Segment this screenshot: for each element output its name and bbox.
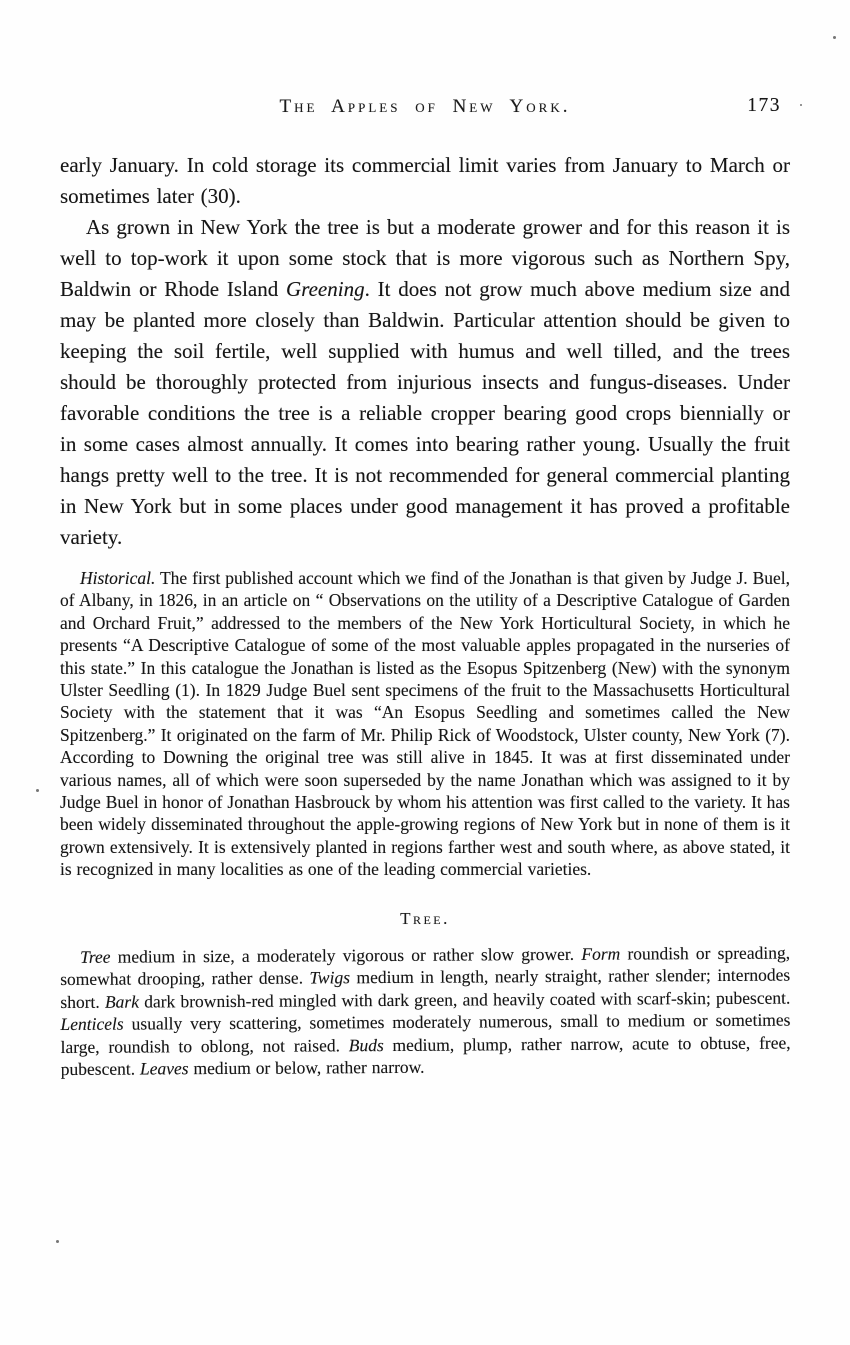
ink-speck xyxy=(56,1240,59,1243)
historical-paragraph: Historical. The first published account which we find of the Jonathan is that given by Judge J. Buel, of Albany, in 1826, in an article on “ Observations on the utility of a Descriptive Catalogue of Garden and Orchard Fruit,” addressed to the members of the New York Horticultural Society, in which he presents “A Descriptive Catalogue of some of the most valuable apples propagated in the nurseries of this state.” In this catalogue the Jonathan is listed as the Esopus Spitzenberg (New) with the synonym Ulster Seedling (1). In 1829 Judge Buel sent specimens of the fruit to the Massachusetts Horticultural Society with the statement that it was “An Esopus Seedling and sometimes called the New Spitzenberg.” It originated on the farm of Mr. Philip Rick of Woodstock, Ulster county, New York (7). According to Downing the original tree was still alive in 1845. It was at first disseminated under various names, all of which were soon superseded by the name Jonathan which was assigned to it by Judge Buel in honor of Jonathan Hasbrouck by whom his attention was first called to the variety. It has been widely disseminated throughout the apple-growing regions of New York but in none of them is it grown extensively. It is extensively planted in regions farther west and south where, as above stated, it is recognized in many localities as one of the leading commercial varieties. xyxy=(60,568,790,880)
page-body xyxy=(60,150,790,1080)
tree-paragraph: Tree medium in size, a moderately vigorous or rather slow grower. Form roundish or spreading, somewhat drooping, rather dense. Twigs medium in length, nearly straight, rather slender; internodes short. Bark dark brownish-red mingled with dark green, and heavily coated with scarf-skin; pubescent. Lenticels usually very scattering, sometimes moderately numerous, small to medium or sometimes large, roundish to oblong, not raised. Buds medium, plump, rather narrow, acute to obtuse, free, pubescent. Leaves medium or below, rather narrow. xyxy=(60,942,791,1079)
tree-section-heading: Tree. xyxy=(400,908,450,928)
text-block xyxy=(60,0,790,1080)
paragraph-continuation: early January. In cold storage its commercial limit varies from January to March or sometimes later (30). xyxy=(60,153,790,208)
page-number: 173 xyxy=(747,95,781,116)
ink-speck xyxy=(800,104,802,106)
body-paragraph: As grown in New York the tree is but a moderate grower and for this reason it is well to top-work it upon some stock that is more vigorous such as Northern Spy, Baldwin or Rhode Island Greening. It does not grow much above medium size and may be planted more closely than Baldwin. Particular attention should be given to keeping the soil fertile, well supplied with humus and well tilled, and the trees should be thoroughly protected from injurious insects and fungus-diseases. Under favorable conditions the tree is a reliable cropper bearing good crops biennially or in some cases almost annually. It comes into bearing rather young. Usually the fruit hangs pretty well to the tree. It is not recommended for general commercial planting in New York but in some places under good management it has proved a profitable variety. xyxy=(60,215,790,549)
ink-speck xyxy=(833,36,836,39)
ink-speck xyxy=(36,789,39,792)
running-title: The Apples of New York. xyxy=(279,96,571,117)
page-header xyxy=(60,96,790,122)
